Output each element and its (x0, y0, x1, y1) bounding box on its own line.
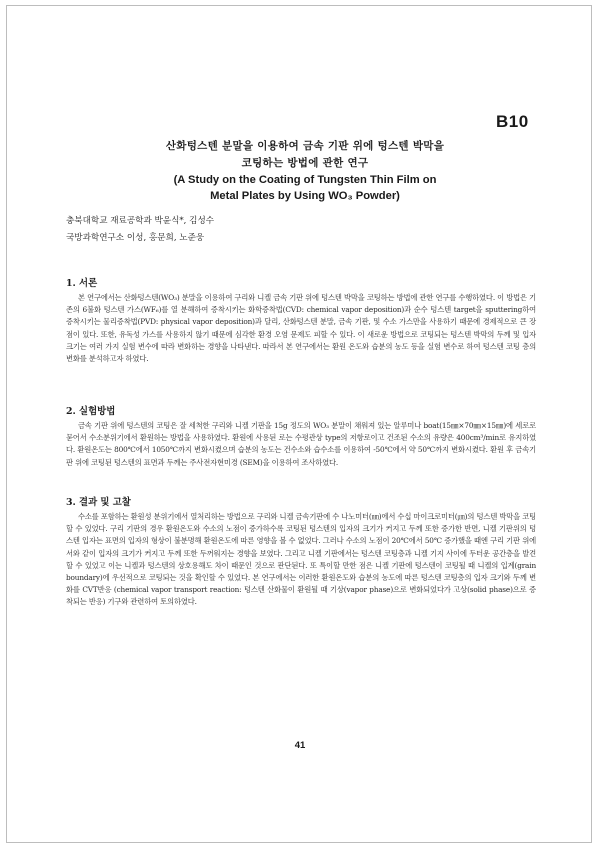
authors (66, 213, 214, 247)
title-english-line-1: (A Study on the Coating of Tungsten Thin Film on (173, 174, 437, 186)
section-methods (66, 403, 536, 469)
section-introduction (66, 275, 536, 365)
author-affiliation-1: 충북대학교 재료공학과 박윤식*, 김성수 (66, 216, 215, 226)
title-korean-line-2: 코팅하는 방법에 관한 연구 (241, 157, 369, 169)
section-body: 본 연구에서는 산화텅스텐(WO₃) 분말을 이용하여 구리와 니켈 금속 기판 위에 텅스텐 박막을 코팅하는 방법에 관한 연구를 수행하였다. 이 방법은 기존의 6불화 텅스텐 가스(WF₆)를 열 분해하여 증착시키는 화학증착법(CVD: chemical vapor deposition)과 순수 텅스텐 target을 sputtering하여 증착시키는 물리증착법(PVD: physical vapor deposition)과 달리, 산화텅스텐 분말, 금속 기판, 및 수소 가스만을 사용하기 때문에 경제적으로 큰 장점이 있다. 또한, 유독성 가스를 사용하지 않기 때문에 심각한 환경 오염 문제도 피할 수 있다. 이 새로운 방법으로 코팅되는 텅스텐 박막의 두께 및 입자 크기는 여러 가지 실험 변수에 따라 변화하는 경향을 나타낸다. 따라서 본 연구에서는 환원 온도와 습분의 농도 등을 실험 변수로 하여 텅스텐 코팅 층의 변화를 분석하고자 하였다. (66, 293, 536, 364)
section-body: 금속 기판 위에 텅스텐의 코팅은 잘 세척한 구리와 니켈 기판을 15g 정도의 WO₃ 분말이 채워져 있는 알루미나 boat(15㎜×70㎜×15㎜)에 세로로 묻어서 수소분위기에서 환원하는 방법을 사용하였다. 환원에 사용된 로는 수평관상 type의 저항로이고 건조된 수소의 유량은 400cm³/min로 유지하였다. 환원온도는 800℃에서 1050℃까지 변화시켰으며 습분의 농도는 건수소와 습수소를 이용하여 -50℃에서 약 50℃까지 변화시켰다. 환원 후 금속기판 위에 코팅된 텅스텐의 표면과 두께는 주사전자현미경 (SEM)을 이용하여 조사하였다. (66, 421, 536, 467)
title-english-line-2: Metal Plates by Using WO₃ Powder) (210, 190, 400, 202)
author-affiliation-2: 국방과학연구소 이성, 홍문희, 노준웅 (66, 233, 205, 243)
section-title: 1. 서론 (66, 278, 98, 289)
page-number: 41 (294, 740, 306, 751)
title-korean-line-1: 산화텅스텐 분말을 이용하여 금속 기판 위에 텅스텐 박막을 (165, 140, 445, 152)
title-block (70, 138, 540, 204)
section-title: 3. 결과 및 고찰 (66, 497, 131, 508)
section-body: 수소를 포함하는 환원성 분위기에서 열처리하는 방법으로 구리와 니켈 금속기판에 수 나노미터(㎚)에서 수십 마이크로미터(㎛)의 텅스텐 박막을 코팅할 수 있었다. 구리 기판의 경우 환원온도와 수소의 노점이 증가하수록 코팅된 텅스텐의 입자의 크기가 커지고 두께 또한 증가한 반면, 니켈 기판위의 텅스텐 입자는 표면의 입자의 형상이 불분명해 환원온도에 따른 영향을 볼 수 없었다. 그러나 수소의 노점이 20℃에서 50℃ 증가했을 때엔 구리 기판 위에서와 같이 입자의 크기가 커지고 두께 또한 두꺼워지는 경향을 보였다. 그리고 니켈 기판에서는 텅스텐 코팅층과 니켈 기지 사이에 두터운 공간층을 발견할 수 있었고 이는 니켈과 텅스텐의 상호용해도 차이 때문인 것으로 판단된다. 또 특이할 만한 점은 니켈 기판에 텅스텐이 코팅될 때 니켈의 입계(grain boundary)에 우선적으로 코팅되는 것을 확인할 수 있었다. 본 연구에서는 이러한 환원온도와 습분의 농도에 따른 텅스텐 코팅층의 입자 크기와 두께 변화를 CVT반응 (chemical vapor transport reaction: 텅스텐 산화물이 환원될 때 기상(vapor phase)으로 변화되었다가 고상(solid phase)으로 증착되는 반응) 기구와 관련하여 토의하였다. (66, 512, 536, 607)
section-results (66, 494, 536, 609)
paper-code: B10 (496, 112, 529, 131)
section-title: 2. 실험방법 (66, 406, 116, 417)
